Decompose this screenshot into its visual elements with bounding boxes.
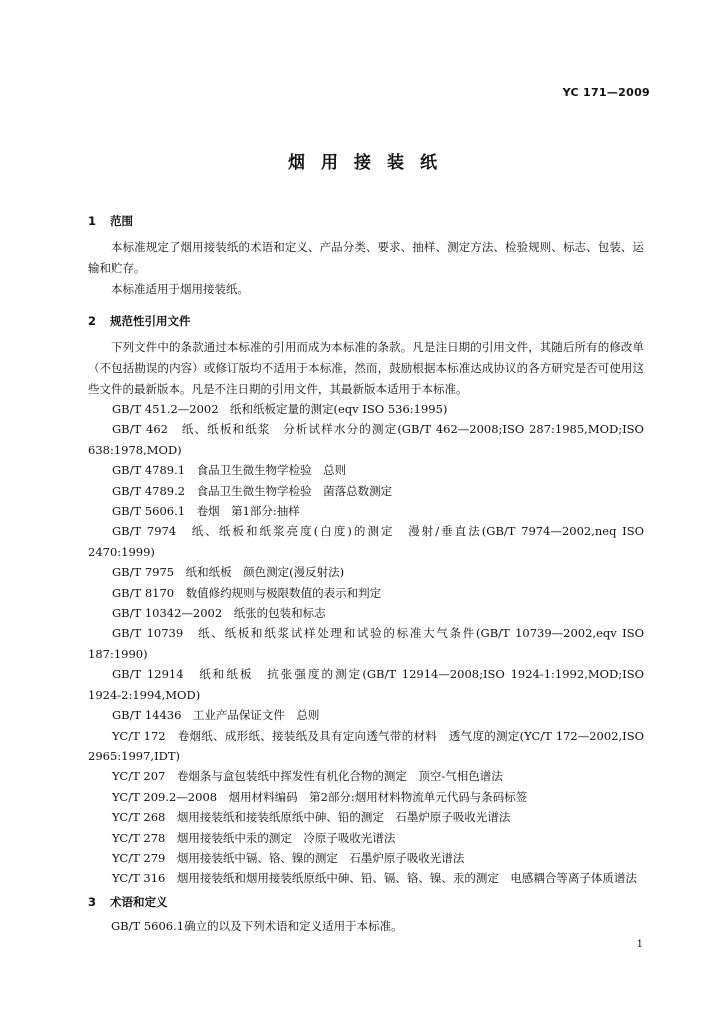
reference-item: GB/T 8170 数值修约规则与极限数值的表示和判定 xyxy=(112,585,382,600)
standard-code: YC 171—2009 xyxy=(562,86,650,99)
scope-paragraph: 本标准规定了烟用接装纸的术语和定义、产品分类、要求、抽样、测定方法、检验规则、标志、包装、运输和贮存。 xyxy=(88,240,644,275)
reference-item: YC/T 207 卷烟条与盒包装纸中挥发性有机化合物的测定 顶空-气相色谱法 xyxy=(112,769,503,784)
reference-item: GB/T 4789.2 食品卫生微生物学检验 菌落总数测定 xyxy=(112,483,393,498)
section-title: 范围 xyxy=(110,214,133,228)
reference-item: GB/T 462 纸、纸板和纸浆 分析试样水分的测定(GB/T 462—2008;ISO 287:1985,MOD;ISO 638:1978,MOD) xyxy=(88,422,644,457)
reference-item: YC/T 278 烟用接装纸中汞的测定 冷原子吸收光谱法 xyxy=(112,830,396,845)
reference-item: GB/T 7975 纸和纸板 颜色测定(漫反射法) xyxy=(112,565,345,580)
reference-item: YC/T 268 烟用接装纸和接装纸原纸中砷、铅的测定 石墨炉原子吸收光谱法 xyxy=(112,810,511,825)
reference-item: YC/T 279 烟用接装纸中镉、铬、镍的测定 石墨炉原子吸收光谱法 xyxy=(112,850,465,865)
section-number: 1 xyxy=(88,214,97,228)
reference-item: GB/T 7974 纸、纸板和纸浆亮度(白度)的测定 漫射/垂直法(GB/T 7974—2002,neq ISO 2470:1999) xyxy=(88,524,644,559)
reference-item: GB/T 10342—2002 纸张的包装和标志 xyxy=(112,606,326,621)
reference-item: YC/T 316 烟用接装纸和烟用接装纸原纸中砷、铅、镉、铬、镍、汞的测定 电感耦合等离子体质谱法 xyxy=(112,871,637,886)
references-intro: 下列文件中的条款通过本标准的引用而成为本标准的条款。凡是注日期的引用文件，其随后所有的修改单（不包括勘误的内容）或修订版均不适用于本标准，然而，鼓励根据本标准达成协议的各方研究是否可使用这些文件的最新版本。凡是不注日期的引用文件，其最新版本适用于本标准。 xyxy=(88,340,644,396)
document-title: 烟用接装纸 xyxy=(288,153,453,173)
section-number: 2 xyxy=(88,314,97,328)
reference-list xyxy=(88,399,644,889)
scope-applicability: 本标准适用于烟用接装纸。 xyxy=(111,282,249,296)
section-3-heading xyxy=(88,894,168,910)
page-number: 1 xyxy=(636,939,643,950)
reference-item: GB/T 10739 纸、纸板和纸浆试样处理和试验的标准大气条件(GB/T 10739—2002,eqv ISO 187:1990) xyxy=(88,626,644,661)
reference-item: GB/T 451.2—2002 纸和纸板定量的测定(eqv ISO 536:1995) xyxy=(112,402,448,416)
section-title: 术语和定义 xyxy=(110,895,168,909)
terms-paragraph: GB/T 5606.1确立的以及下列术语和定义适用于本标准。 xyxy=(111,919,403,933)
section-number: 3 xyxy=(88,895,97,909)
reference-item: YC/T 209.2—2008 烟用材料编码 第2部分:烟用材料物流单元代码与条码标签 xyxy=(112,789,528,804)
reference-item: GB/T 4789.1 食品卫生微生物学检验 总则 xyxy=(112,463,347,478)
section-title: 规范性引用文件 xyxy=(110,314,191,328)
section-1-heading xyxy=(88,213,133,229)
reference-item: YC/T 172 卷烟纸、成形纸、接装纸及具有定向透气带的材料 透气度的测定(YC/T 172—2002,ISO 2965:1997,IDT) xyxy=(88,728,644,763)
reference-item: GB/T 14436 工业产品保证文件 总则 xyxy=(112,708,320,723)
reference-item: GB/T 12914 纸和纸板 抗张强度的测定(GB/T 12914—2008;ISO 1924-1:1992,MOD;ISO 1924-2:1994,MOD) xyxy=(88,667,644,702)
reference-item: GB/T 5606.1 卷烟 第1部分:抽样 xyxy=(112,504,300,519)
section-2-heading xyxy=(88,313,191,329)
